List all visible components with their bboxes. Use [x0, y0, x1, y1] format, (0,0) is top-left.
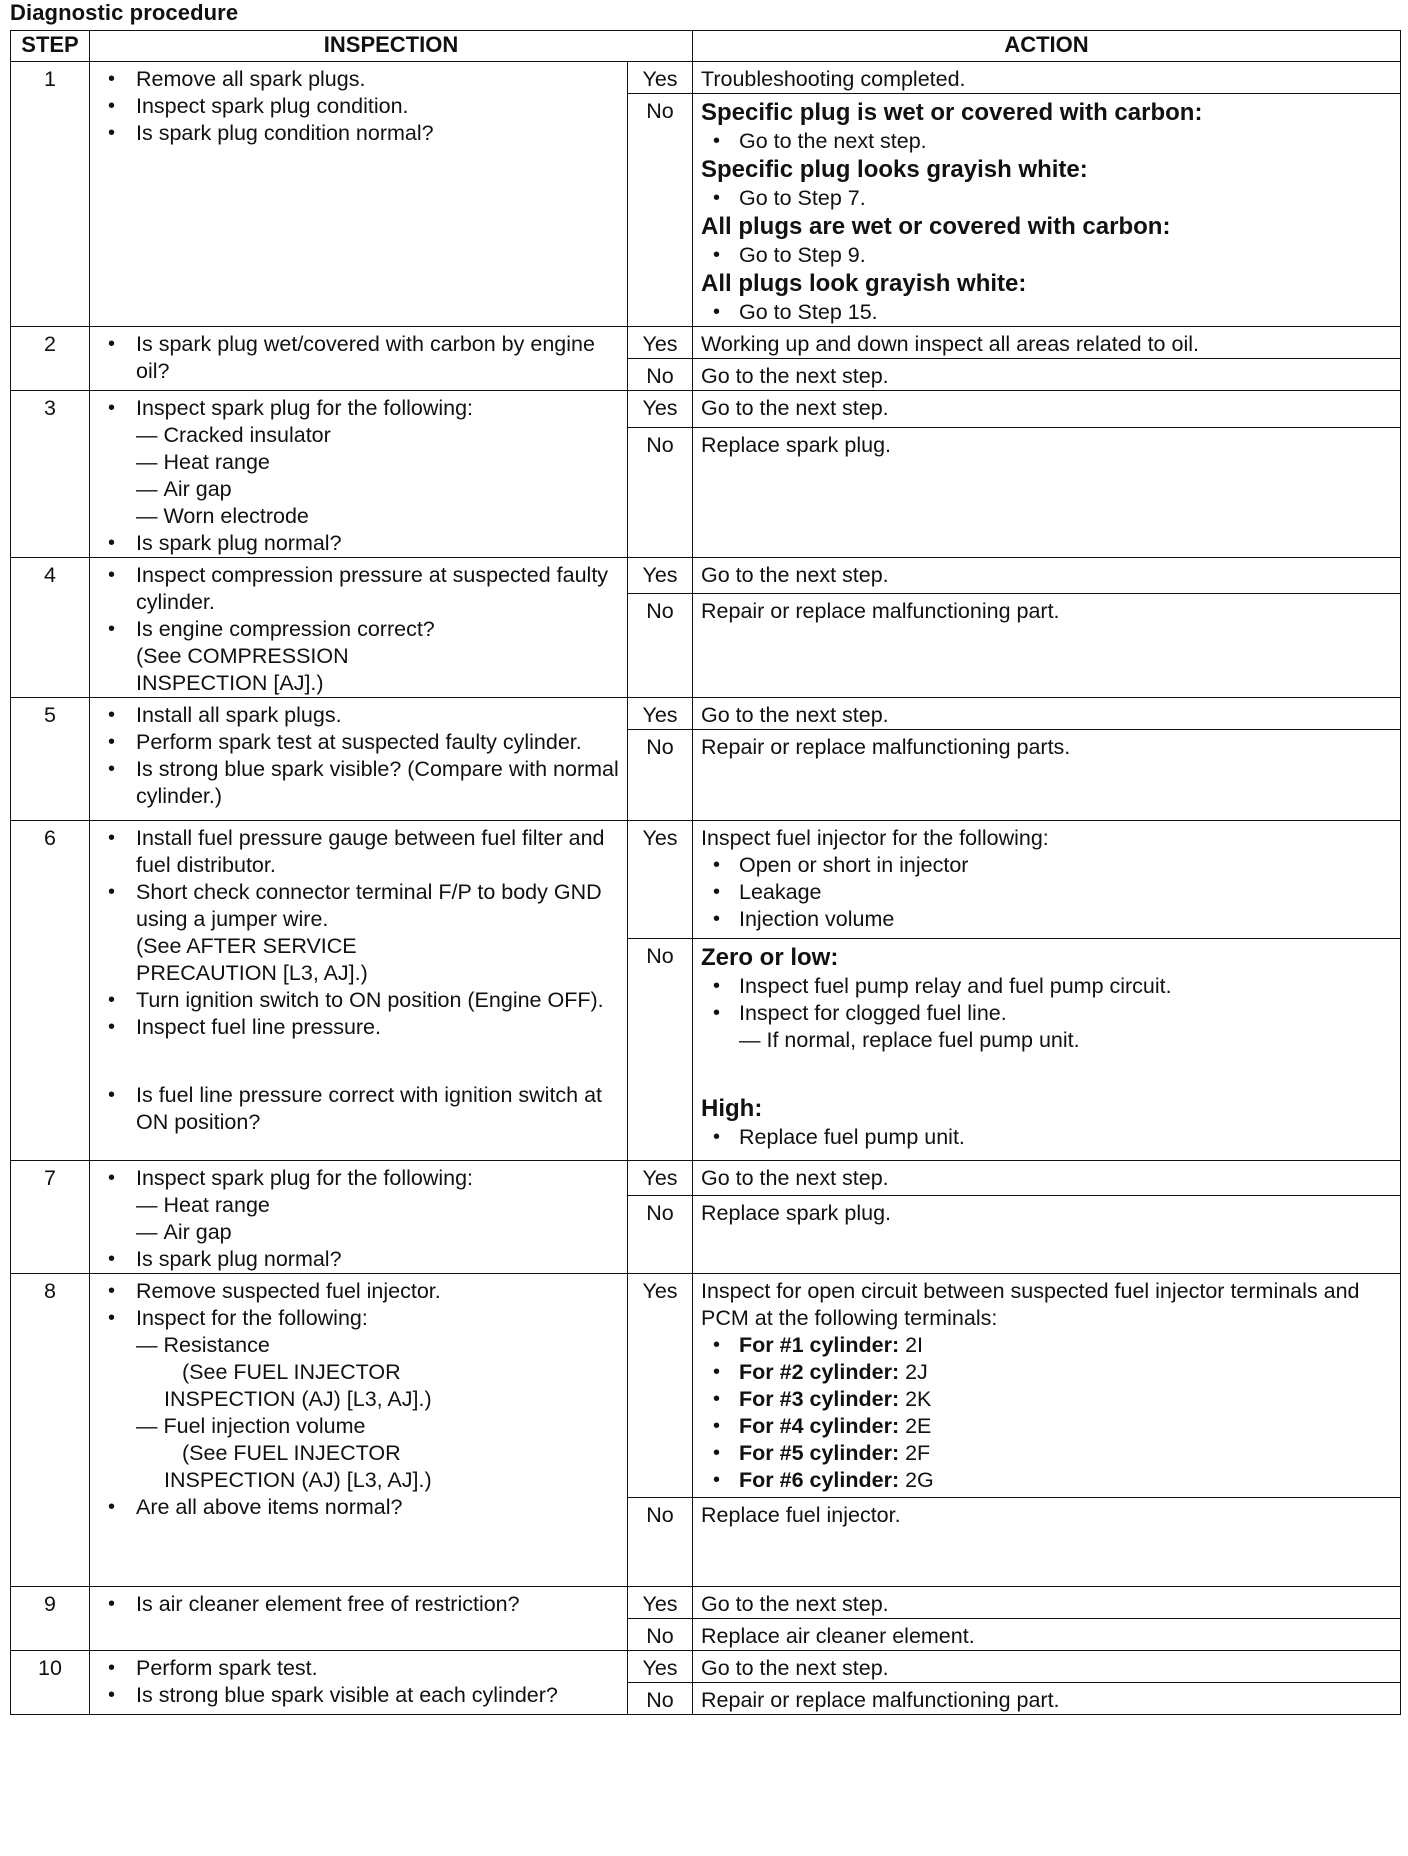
cylinder-label: For #3 cylinder: [739, 1387, 900, 1411]
list-item: • Go to Step 9. [707, 242, 1394, 269]
list-item [102, 1305, 623, 1494]
inspection-cell [90, 821, 628, 1161]
table-row [11, 327, 1401, 359]
yes-label: Yes [628, 62, 693, 94]
list-item: • Install all spark plugs. [102, 702, 623, 729]
inspection-cell [90, 698, 628, 821]
table-row [11, 62, 1401, 94]
list-item [102, 879, 623, 987]
action-intro: Inspect fuel injector for the following: [701, 826, 1049, 850]
terminal-value: 2F [905, 1441, 931, 1465]
list-item: • Is spark plug normal? [102, 1246, 623, 1273]
list-item: • Leakage [707, 879, 1394, 906]
terminal-value: 2E [905, 1414, 932, 1438]
see-reference: INSPECTION (AJ) [L3, AJ].) [164, 1468, 432, 1492]
inspection-cell [90, 1274, 628, 1587]
sub-item: — Air gap [136, 1219, 623, 1246]
yes-label: Yes [628, 1587, 693, 1619]
terminal-value: 2G [905, 1468, 934, 1492]
list-item-text: Inspect for clogged fuel line. [739, 1001, 1007, 1025]
see-reference: PRECAUTION [L3, AJ].) [136, 961, 368, 985]
yes-label: Yes [628, 821, 693, 939]
action-intro: Inspect for open circuit between suspected fuel injector terminals and PCM at the following terminals: [701, 1279, 1360, 1330]
table-row [11, 1274, 1401, 1498]
see-reference: (See COMPRESSION [136, 644, 349, 668]
yes-label: Yes [628, 1274, 693, 1498]
step-number: 10 [11, 1651, 90, 1715]
list-item: • Perform spark test. [102, 1655, 623, 1682]
list-item: • Turn ignition switch to ON position (Engine OFF). [102, 987, 623, 1014]
list-item: • Remove suspected fuel injector. [102, 1278, 623, 1305]
list-item: • Go to the next step. [707, 128, 1394, 155]
no-label: No [628, 594, 693, 698]
list-item: • Replace fuel pump unit. [707, 1124, 1394, 1151]
cylinder-label: For #5 cylinder: [739, 1441, 900, 1465]
yes-label: Yes [628, 391, 693, 428]
list-item [707, 1332, 1394, 1359]
step-number: 1 [11, 62, 90, 327]
yes-action: Go to the next step. [693, 1651, 1401, 1683]
sub-item: — If normal, replace fuel pump unit. [739, 1027, 1394, 1054]
list-item: • Is strong blue spark visible? (Compare with normal cylinder.) [102, 756, 623, 810]
list-item: • Is air cleaner element free of restriction? [102, 1591, 623, 1618]
step-number: 8 [11, 1274, 90, 1587]
inspection-cell [90, 1651, 628, 1715]
list-item: • Remove all spark plugs. [102, 66, 623, 93]
sub-item: — Heat range [136, 1192, 623, 1219]
no-label: No [628, 1195, 693, 1273]
condition-heading: High: [701, 1095, 763, 1122]
sub-item: — Fuel injection volume [136, 1413, 623, 1440]
yes-label: Yes [628, 327, 693, 359]
cylinder-label: For #4 cylinder: [739, 1414, 900, 1438]
no-action: Repair or replace malfunctioning part. [693, 594, 1401, 698]
condition-heading: Zero or low: [701, 944, 839, 971]
list-item [102, 395, 623, 530]
list-item [707, 1000, 1394, 1054]
step-number: 9 [11, 1587, 90, 1651]
yes-action: Go to the next step. [693, 1587, 1401, 1619]
step-number: 7 [11, 1161, 90, 1274]
list-item: • Is fuel line pressure correct with ignition switch at ON position? [102, 1082, 623, 1136]
list-item: • Inspect fuel line pressure. [102, 1014, 623, 1041]
no-action: Replace spark plug. [693, 427, 1401, 557]
yes-label: Yes [628, 698, 693, 730]
list-item: • Open or short in injector [707, 852, 1394, 879]
step-number: 5 [11, 698, 90, 821]
yes-action: Working up and down inspect all areas related to oil. [693, 327, 1401, 359]
inspection-cell [90, 62, 628, 327]
list-item: • Install fuel pressure gauge between fuel filter and fuel distributor. [102, 825, 623, 879]
diagnostic-table [10, 30, 1401, 1715]
inspection-cell [90, 1587, 628, 1651]
step-number: 3 [11, 391, 90, 558]
yes-label: Yes [628, 1161, 693, 1196]
list-item-text: Inspect spark plug for the following: [136, 396, 474, 420]
terminal-value: 2J [905, 1360, 928, 1384]
step-number: 6 [11, 821, 90, 1161]
see-reference: INSPECTION [AJ].) [136, 671, 324, 695]
list-item: • Are all above items normal? [102, 1494, 623, 1521]
yes-action [693, 1274, 1401, 1498]
yes-action: Go to the next step. [693, 1161, 1401, 1196]
terminal-value: 2I [905, 1333, 924, 1357]
list-item: • Is spark plug wet/covered with carbon by engine oil? [102, 331, 623, 385]
no-action: Replace air cleaner element. [693, 1619, 1401, 1651]
list-item [707, 1467, 1394, 1494]
no-action [693, 94, 1401, 327]
list-item [707, 1359, 1394, 1386]
table-row [11, 1587, 1401, 1619]
no-label: No [628, 1619, 693, 1651]
list-item [707, 1413, 1394, 1440]
list-item: • Perform spark test at suspected faulty cylinder. [102, 729, 623, 756]
inspection-cell [90, 391, 628, 558]
table-row [11, 558, 1401, 594]
condition-heading: All plugs are wet or covered with carbon: [701, 213, 1171, 240]
table-row [11, 391, 1401, 428]
no-label: No [628, 1683, 693, 1715]
condition-heading: All plugs look grayish white: [701, 270, 1027, 297]
no-label: No [628, 939, 693, 1161]
cylinder-label: For #2 cylinder: [739, 1360, 900, 1384]
list-item [102, 616, 623, 697]
no-action: Replace spark plug. [693, 1195, 1401, 1273]
table-header-row [11, 31, 1401, 62]
see-reference: (See AFTER SERVICE [136, 934, 357, 958]
no-action: Go to the next step. [693, 359, 1401, 391]
header-inspection: INSPECTION [90, 31, 693, 62]
step-number: 2 [11, 327, 90, 391]
yes-action [693, 821, 1401, 939]
condition-heading: Specific plug is wet or covered with carbon: [701, 99, 1203, 126]
list-item [102, 1165, 623, 1246]
no-label: No [628, 94, 693, 327]
sub-item: — Cracked insulator [136, 422, 623, 449]
sub-item: — Resistance [136, 1332, 623, 1359]
sub-item: — Worn electrode [136, 503, 623, 530]
yes-action: Go to the next step. [693, 558, 1401, 594]
see-reference: INSPECTION (AJ) [L3, AJ].) [164, 1387, 432, 1411]
no-label: No [628, 730, 693, 821]
list-item-text: Is engine compression correct? [136, 617, 435, 641]
list-item: • Go to Step 15. [707, 299, 1394, 326]
list-item: • Is spark plug condition normal? [102, 120, 623, 147]
document-title: Diagnostic procedure [10, 0, 239, 25]
no-label: No [628, 359, 693, 391]
list-item: • Go to Step 7. [707, 185, 1394, 212]
cylinder-label: For #1 cylinder: [739, 1333, 900, 1357]
yes-label: Yes [628, 1651, 693, 1683]
list-item-text: Short check connector terminal F/P to body GND using a jumper wire. [136, 880, 602, 931]
list-item: • Inspect fuel pump relay and fuel pump circuit. [707, 973, 1394, 1000]
table-row [11, 821, 1401, 939]
list-item: • Injection volume [707, 906, 1394, 933]
yes-label: Yes [628, 558, 693, 594]
table-row [11, 1651, 1401, 1683]
list-item-text: Inspect spark plug for the following: [136, 1166, 474, 1190]
list-item: • Is spark plug normal? [102, 530, 623, 557]
no-action [693, 939, 1401, 1161]
inspection-cell [90, 327, 628, 391]
list-item [707, 1386, 1394, 1413]
header-action: ACTION [693, 31, 1401, 62]
terminal-value: 2K [905, 1387, 932, 1411]
inspection-cell [90, 1161, 628, 1274]
cylinder-label: For #6 cylinder: [739, 1468, 900, 1492]
no-label: No [628, 427, 693, 557]
header-step: STEP [11, 31, 90, 62]
yes-action: Troubleshooting completed. [693, 62, 1401, 94]
list-item [707, 1440, 1394, 1467]
sub-item: — Air gap [136, 476, 623, 503]
no-label: No [628, 1498, 693, 1587]
no-action: Repair or replace malfunctioning parts. [693, 730, 1401, 821]
list-item: • Is strong blue spark visible at each cylinder? [102, 1682, 623, 1709]
step-number: 4 [11, 558, 90, 698]
see-reference: (See FUEL INJECTOR [182, 1360, 401, 1384]
yes-action: Go to the next step. [693, 698, 1401, 730]
yes-action: Go to the next step. [693, 391, 1401, 428]
inspection-cell [90, 558, 628, 698]
condition-heading: Specific plug looks grayish white: [701, 156, 1088, 183]
sub-item: — Heat range [136, 449, 623, 476]
see-reference: (See FUEL INJECTOR [182, 1441, 401, 1465]
no-action: Repair or replace malfunctioning part. [693, 1683, 1401, 1715]
table-row [11, 1161, 1401, 1196]
list-item: • Inspect spark plug condition. [102, 93, 623, 120]
list-item: • Inspect compression pressure at suspected faulty cylinder. [102, 562, 623, 616]
table-row [11, 698, 1401, 730]
no-action: Replace fuel injector. [693, 1498, 1401, 1587]
list-item-text: Inspect for the following: [136, 1306, 368, 1330]
